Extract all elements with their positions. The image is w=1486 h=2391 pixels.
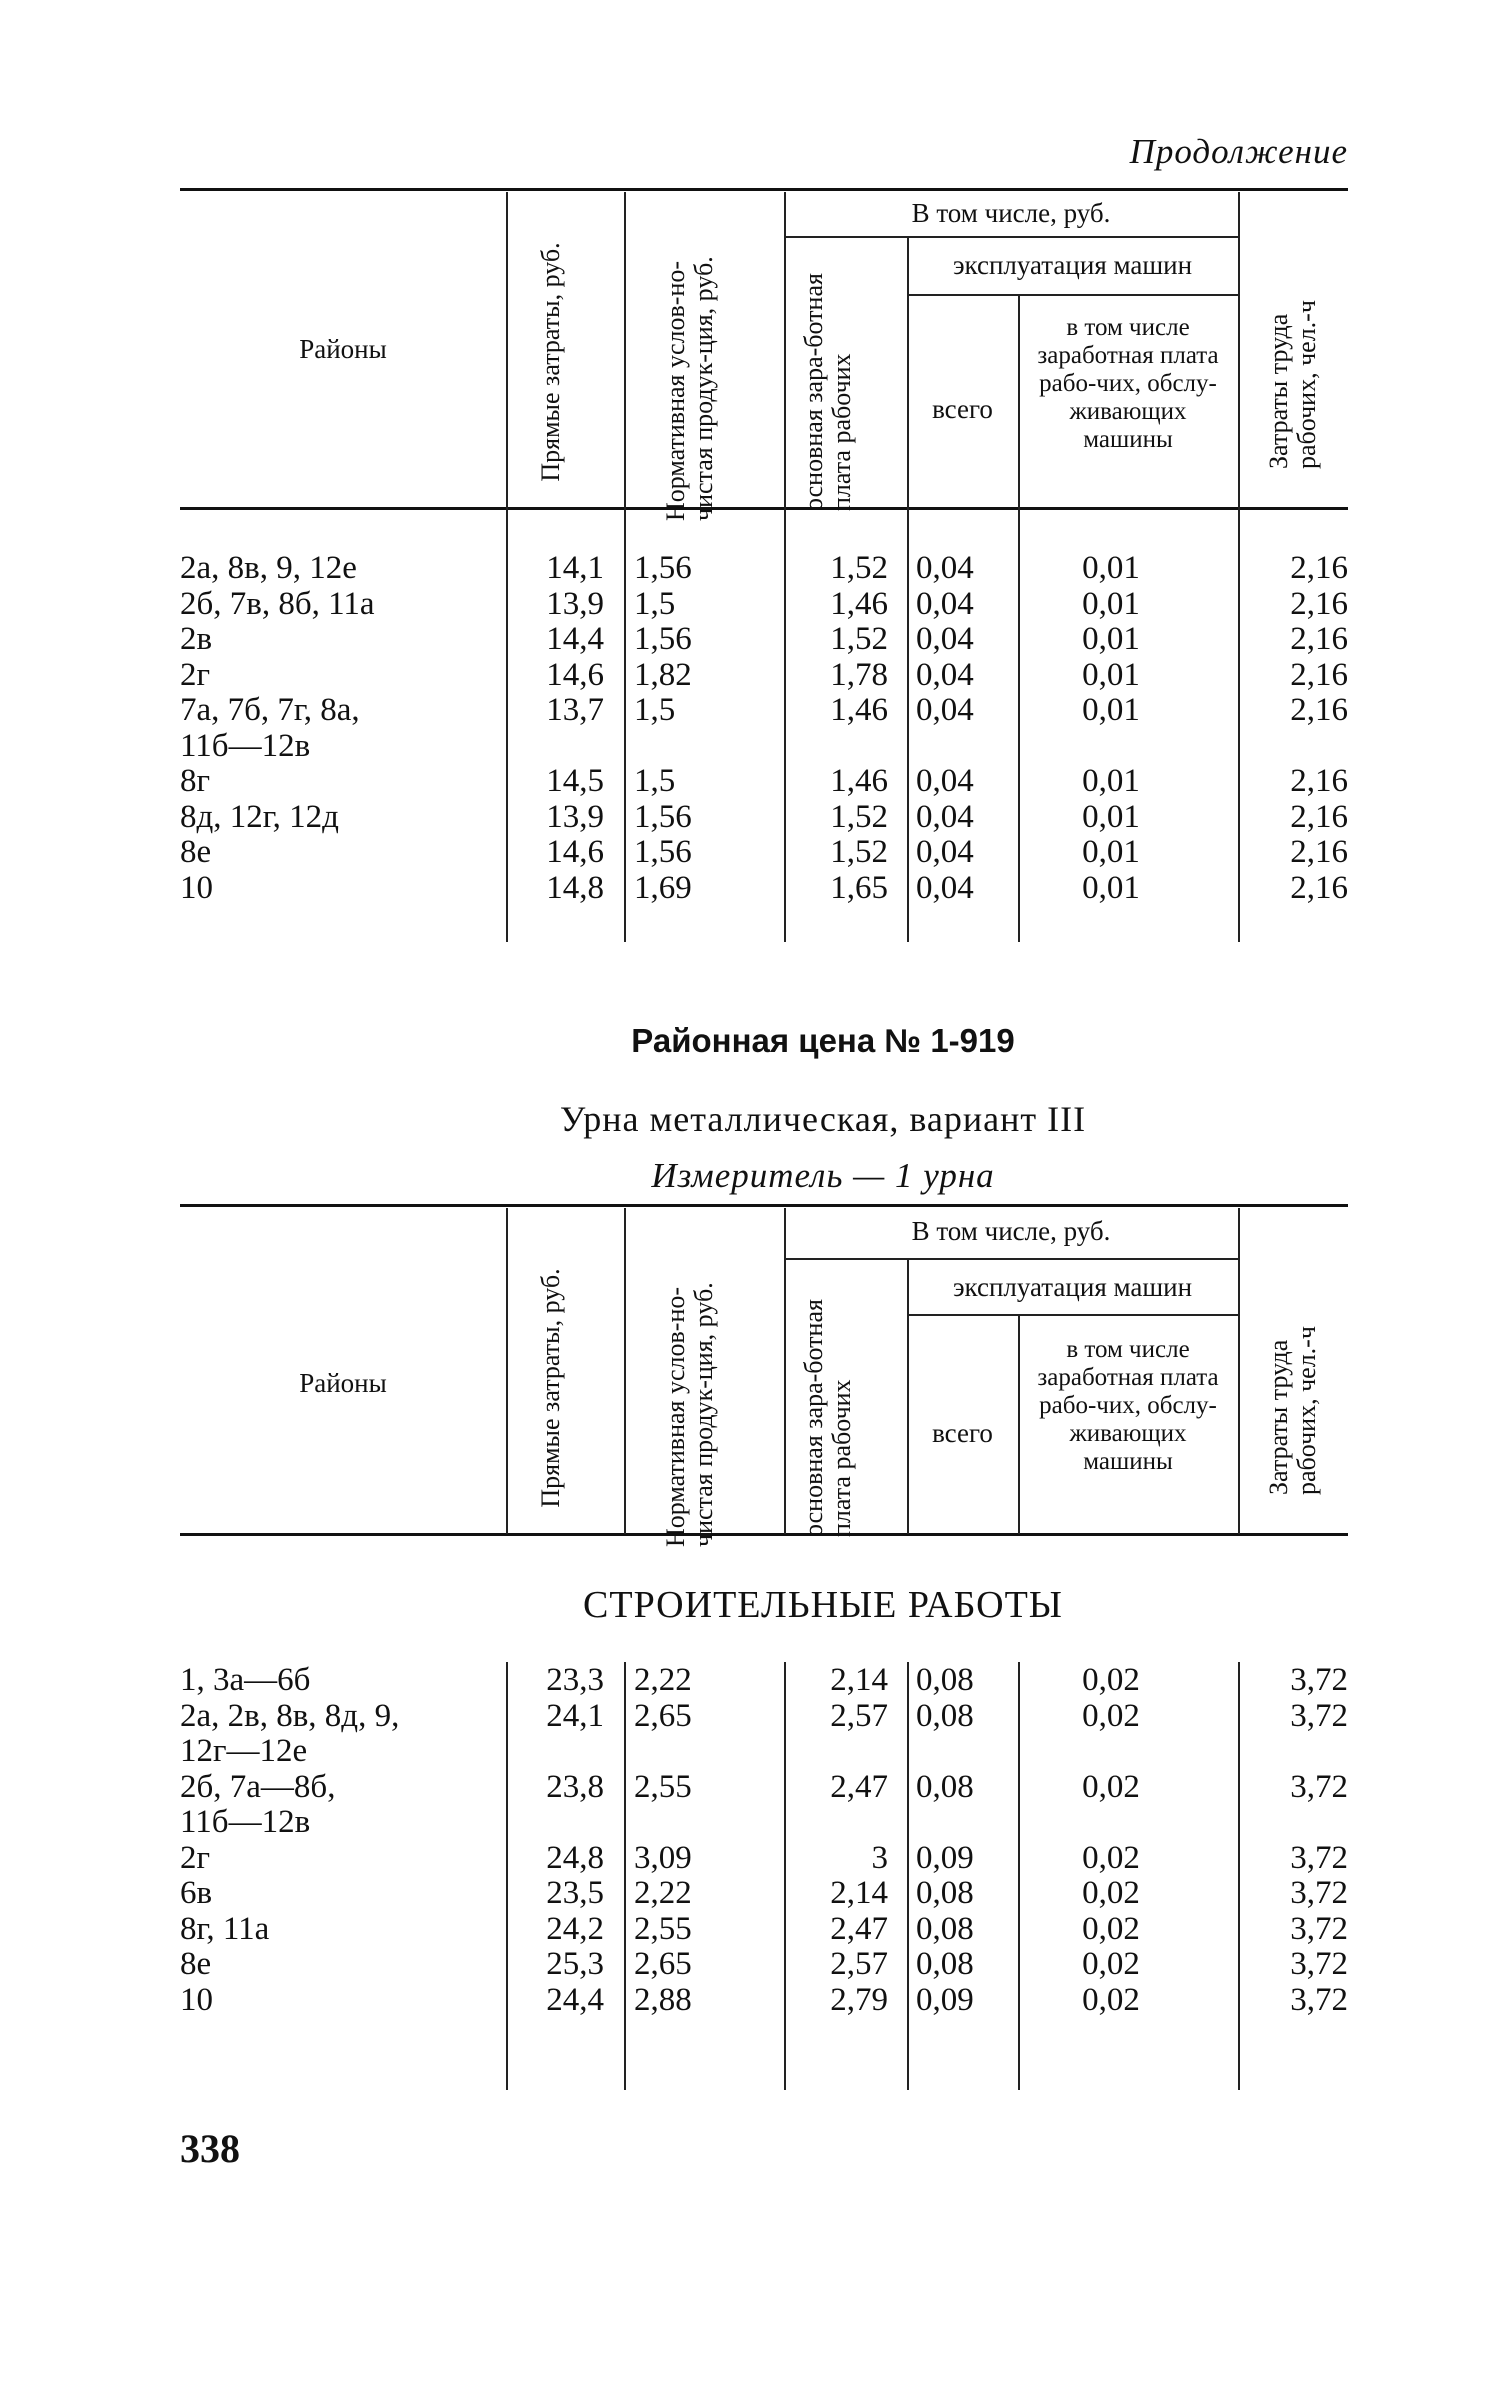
labor-cell: 2,16	[1290, 869, 1348, 906]
region-cell: 1, 3а—6б	[180, 1662, 311, 1698]
wage-cell: 1,46	[830, 585, 888, 622]
direct-cell: 25,3	[546, 1946, 604, 1982]
labor-cell: 3,72	[1290, 1910, 1348, 1947]
measure-label: Измеритель — 1 урна	[651, 1156, 995, 1195]
mach-cell: 0,08	[916, 1662, 974, 1698]
direct-cell: 23,3	[546, 1662, 604, 1698]
mach-cell: 0,04	[916, 550, 974, 586]
mach-cell: 0,04	[916, 834, 974, 870]
mach-cell: 0,08	[916, 1875, 974, 1911]
norm-cell: 1,5	[634, 763, 676, 799]
mwage-cell: 0,01	[1082, 763, 1140, 799]
direct-cell: 14,5	[546, 763, 604, 799]
region-cell: 10	[180, 869, 213, 906]
region-cell: 2г	[180, 1839, 211, 1876]
mwage-cell: 0,02	[1082, 1768, 1140, 1805]
header-total: всего	[932, 394, 993, 424]
table-top-rule	[180, 188, 1348, 191]
header-machine-wages: в том числе заработная плата рабо-чих, обслу-живающих машины	[1037, 314, 1219, 453]
direct-cell: 14,8	[546, 869, 604, 906]
header-machines: эксплуатация машин	[952, 1272, 1193, 1302]
norm-cell: 2,22	[634, 1875, 692, 1911]
norm-cell: 2,65	[634, 1697, 692, 1734]
price-title: Районная цена № 1-919	[631, 1022, 1015, 1059]
mach-cell: 0,04	[916, 869, 974, 906]
mwage-cell: 0,02	[1082, 1697, 1140, 1734]
mwage-cell: 0,01	[1082, 692, 1140, 728]
mwage-cell: 0,01	[1082, 869, 1140, 906]
norm-cell: 2,55	[634, 1768, 692, 1805]
mach-cell: 0,04	[916, 763, 974, 799]
wage-cell: 1,46	[830, 763, 888, 799]
norm-cell: 1,5	[634, 585, 676, 622]
mwage-cell: 0,01	[1082, 834, 1140, 870]
region-cell: 2а, 2в, 8в, 8д, 9,	[180, 1697, 400, 1734]
wage-cell: 2,57	[830, 1697, 888, 1734]
labor-cell: 2,16	[1290, 834, 1348, 870]
machines-rule	[907, 1314, 1238, 1316]
col-divider	[907, 1662, 909, 2090]
direct-cell: 23,8	[546, 1768, 604, 1805]
mwage-cell: 0,02	[1082, 1981, 1140, 2018]
wage-cell: 1,52	[830, 834, 888, 870]
header-normative: Нормативная услов-но-чистая продук-ция, руб.	[661, 1282, 718, 1547]
wage-cell: 2,57	[830, 1946, 888, 1982]
direct-cell: 23,5	[546, 1875, 604, 1911]
mwage-cell: 0,01	[1082, 550, 1140, 586]
direct-cell: 14,6	[546, 656, 604, 693]
mach-cell: 0,04	[916, 798, 974, 835]
direct-cell: 24,2	[546, 1910, 604, 1947]
region-cell: 2в	[180, 621, 213, 657]
col-divider	[1238, 1208, 1240, 1534]
labor-cell: 2,16	[1290, 798, 1348, 835]
header-normative: Нормативная услов-но-чистая продук-ция, руб.	[661, 256, 718, 521]
continuation-label: Продолжение	[1129, 132, 1348, 171]
header-bottom-rule	[180, 507, 1348, 510]
col-divider	[784, 1208, 786, 1534]
header-rayony: Районы	[299, 334, 387, 364]
col-divider	[624, 1662, 626, 2090]
direct-cell: 24,1	[546, 1697, 604, 1734]
labor-cell: 2,16	[1290, 692, 1348, 728]
labor-cell: 3,72	[1290, 1697, 1348, 1734]
header-machine-wages: в том числе заработная плата рабо-чих, обслу-живающих машины	[1037, 1336, 1219, 1475]
region-cell: 8д, 12г, 12д	[180, 798, 339, 835]
header-machines: эксплуатация машин	[952, 250, 1193, 280]
header-direct: Прямые затраты, руб.	[536, 242, 565, 482]
labor-cell: 2,16	[1290, 763, 1348, 799]
region-cell: 8г, 11а	[180, 1910, 270, 1947]
header-labor: Затраты труда рабочих, чел.-ч	[1264, 1326, 1321, 1495]
labor-cell: 3,72	[1290, 1662, 1348, 1698]
region-cell: 2г	[180, 656, 211, 693]
col-divider	[506, 1208, 508, 1534]
table-2-header	[180, 1200, 1348, 1547]
header-bottom-rule	[180, 1533, 1348, 1536]
direct-cell: 13,7	[546, 692, 604, 728]
page-number: 338	[180, 2126, 240, 2171]
mwage-cell: 0,02	[1082, 1839, 1140, 1876]
region-cell: 11б—12в	[180, 1804, 311, 1840]
norm-cell: 1,82	[634, 656, 692, 693]
wage-cell: 2,14	[830, 1662, 888, 1698]
wage-cell: 1,46	[830, 692, 888, 728]
direct-cell: 14,6	[546, 834, 604, 870]
including-rule	[784, 236, 1238, 238]
region-cell: 2б, 7а—8б,	[180, 1768, 336, 1805]
norm-cell: 3,09	[634, 1839, 692, 1876]
region-cell: 8е	[180, 834, 212, 870]
labor-cell: 3,72	[1290, 1768, 1348, 1805]
direct-cell: 24,4	[546, 1981, 604, 2018]
norm-cell: 2,88	[634, 1981, 692, 2018]
wage-cell: 1,52	[830, 798, 888, 835]
mwage-cell: 0,01	[1082, 621, 1140, 657]
header-wages: основная зара-ботная плата рабочих	[799, 273, 856, 511]
direct-cell: 13,9	[546, 798, 604, 835]
labor-cell: 2,16	[1290, 550, 1348, 586]
item-name: Урна металлическая, вариант III	[559, 1099, 1087, 1139]
col-divider	[624, 1208, 626, 1534]
region-cell: 7а, 7б, 7г, 8а,	[180, 692, 360, 728]
mwage-cell: 0,01	[1082, 798, 1140, 835]
norm-cell: 1,56	[634, 550, 692, 586]
region-cell: 8г	[180, 763, 211, 799]
mwage-cell: 0,01	[1082, 585, 1140, 622]
section-title: СТРОИТЕЛЬНЫЕ РАБОТЫ	[583, 1584, 1063, 1626]
wage-cell: 2,14	[830, 1875, 888, 1911]
mach-cell: 0,04	[916, 621, 974, 657]
mach-cell: 0,08	[916, 1768, 974, 1805]
header-rayony: Районы	[299, 1368, 387, 1398]
mach-cell: 0,09	[916, 1981, 974, 2018]
region-cell: 2б, 7в, 8б, 11а	[180, 585, 375, 622]
wage-cell: 1,52	[830, 621, 888, 657]
col-divider	[624, 192, 626, 942]
direct-cell: 13,9	[546, 585, 604, 622]
region-cell: 8е	[180, 1946, 212, 1982]
table-2-body-wrap	[180, 1662, 1348, 2102]
mwage-cell: 0,02	[1082, 1910, 1140, 1947]
labor-cell: 2,16	[1290, 585, 1348, 622]
col-divider	[907, 236, 909, 942]
direct-cell: 14,4	[546, 621, 604, 657]
labor-cell: 2,16	[1290, 621, 1348, 657]
norm-cell: 1,56	[634, 798, 692, 835]
mwage-cell: 0,01	[1082, 656, 1140, 693]
region-cell: 6в	[180, 1875, 213, 1911]
region-cell: 10	[180, 1981, 213, 2018]
direct-cell: 24,8	[546, 1839, 604, 1876]
mach-cell: 0,04	[916, 692, 974, 728]
header-direct: Прямые затраты, руб.	[536, 1268, 565, 1508]
mach-cell: 0,08	[916, 1697, 974, 1734]
wage-cell: 1,65	[830, 869, 888, 906]
norm-cell: 1,56	[634, 834, 692, 870]
mwage-cell: 0,02	[1082, 1875, 1140, 1911]
wage-cell: 1,78	[830, 656, 888, 693]
table-1	[180, 184, 1348, 954]
wage-cell: 1,52	[830, 550, 888, 586]
table-top-rule	[180, 1204, 1348, 1207]
labor-cell: 3,72	[1290, 1981, 1348, 2018]
including-rule	[784, 1258, 1238, 1260]
norm-cell: 2,22	[634, 1662, 692, 1698]
mwage-cell: 0,02	[1082, 1662, 1140, 1698]
region-cell: 2а, 8в, 9, 12е	[180, 550, 357, 586]
machines-rule	[907, 294, 1238, 296]
norm-cell: 1,56	[634, 621, 692, 657]
mwage-cell: 0,02	[1082, 1946, 1140, 1982]
region-cell: 12г—12е	[180, 1733, 308, 1769]
header-wages: основная зара-ботная плата рабочих	[799, 1299, 856, 1537]
labor-cell: 3,72	[1290, 1946, 1348, 1982]
norm-cell: 1,5	[634, 692, 676, 728]
col-divider	[1018, 1314, 1020, 1534]
mach-cell: 0,08	[916, 1946, 974, 1982]
labor-cell: 3,72	[1290, 1875, 1348, 1911]
header-total: всего	[932, 1418, 993, 1448]
labor-cell: 2,16	[1290, 656, 1348, 693]
mach-cell: 0,09	[916, 1839, 974, 1876]
header-including: В том числе, руб.	[911, 1216, 1111, 1246]
labor-cell: 3,72	[1290, 1839, 1348, 1876]
wage-cell: 2,47	[830, 1768, 888, 1805]
wage-cell: 2,79	[830, 1981, 888, 2018]
header-labor: Затраты труда рабочих, чел.-ч	[1264, 300, 1321, 469]
region-cell: 11б—12в	[180, 727, 311, 764]
header-including: В том числе, руб.	[911, 198, 1111, 228]
wage-cell: 3	[871, 1839, 888, 1876]
norm-cell: 2,55	[634, 1910, 692, 1947]
mach-cell: 0,08	[916, 1910, 974, 1947]
wage-cell: 2,47	[830, 1910, 888, 1947]
mach-cell: 0,04	[916, 585, 974, 622]
mach-cell: 0,04	[916, 656, 974, 693]
norm-cell: 1,69	[634, 869, 692, 906]
norm-cell: 2,65	[634, 1946, 692, 1982]
direct-cell: 14,1	[546, 550, 604, 586]
